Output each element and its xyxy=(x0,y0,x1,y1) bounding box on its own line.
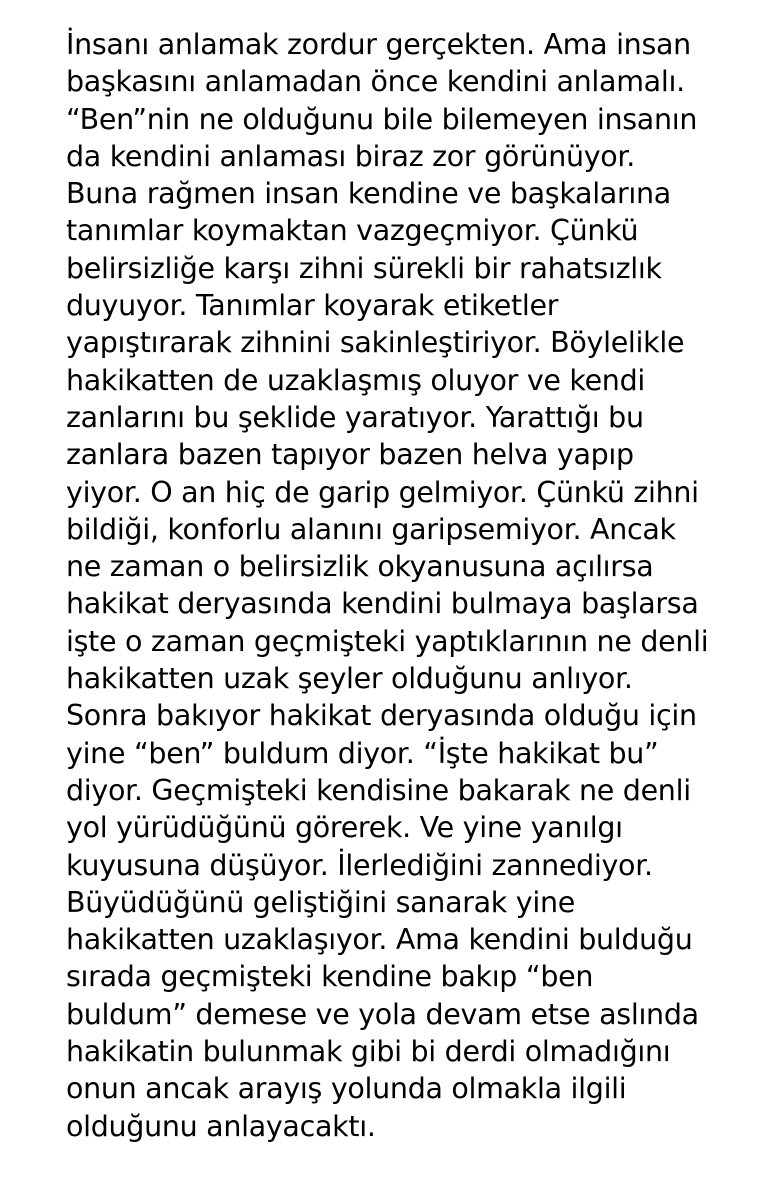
text-line: tanımlar koymaktan vazgeçmiyor. Çünkü xyxy=(66,214,639,248)
text-line: yine “ben” buldum diyor. “İşte hakikat bu” xyxy=(66,736,659,770)
text-line: kuyusuna düşüyor. İlerlediğini zannediyor. xyxy=(66,848,653,882)
text-line: hakikat deryasında kendini bulmaya başlarsa xyxy=(66,587,699,621)
text-line: diyor. Geçmişteki kendisine bakarak ne denli xyxy=(66,773,691,807)
text-line: zanlarını bu şeklide yaratıyor. Yarattığı bu xyxy=(66,400,644,434)
text-line: başkasını anlamadan önce kendini anlamalı. xyxy=(66,65,685,99)
text-line: İnsanı anlamak zordur gerçekten. Ama insan xyxy=(66,28,691,61)
text-line: Buna rağmen insan kendine ve başkalarına xyxy=(66,177,671,211)
text-line: zanlara bazen tapıyor bazen helva yapıp xyxy=(66,438,634,472)
text-line: onun ancak arayış yolunda olmakla ilgili xyxy=(66,1072,627,1106)
text-line: duyuyor. Tanımlar koyarak etiketler xyxy=(66,289,559,323)
text-line: bildiği, konforlu alanını garipsemiyor. Ancak xyxy=(66,512,676,546)
text-line: ne zaman o belirsizlik okyanusuna açılırsa xyxy=(66,550,654,584)
text-line: hakikatten de uzaklaşmış oluyor ve kendi xyxy=(66,363,645,397)
text-line: yiyor. O an hiç de garip gelmiyor. Çünkü zihni xyxy=(66,475,699,509)
text-line: belirsizliğe karşı zihni sürekli bir rahatsızlık xyxy=(66,251,662,285)
text-line: hakikatten uzak şeyler olduğunu anlıyor. xyxy=(66,662,633,696)
text-line: olduğunu anlayacaktı. xyxy=(66,1109,376,1143)
text-line: buldum” demese ve yola devam etse aslında xyxy=(66,997,699,1031)
note-text xyxy=(66,26,766,1145)
clipped-previous-line xyxy=(66,0,706,8)
text-line: “Ben”nin ne olduğunu bile bilemeyen insanın xyxy=(66,102,698,136)
text-line: işte o zaman geçmişteki yaptıklarının ne denli xyxy=(66,624,709,658)
text-line: da kendini anlaması biraz zor görünüyor. xyxy=(66,139,635,173)
text-line: hakikatten uzaklaşıyor. Ama kendini bulduğu xyxy=(66,923,693,957)
text-line: hakikatin bulunmak gibi bi derdi olmadığını xyxy=(66,1035,671,1069)
text-line: Büyüdüğünü geliştiğini sanarak yine xyxy=(66,885,575,919)
text-line: yapıştırarak zihnini sakinleştiriyor. Böylelikle xyxy=(66,326,685,360)
text-line: sırada geçmişteki kendine bakıp “ben xyxy=(66,960,594,994)
text-line: Sonra bakıyor hakikat deryasında olduğu için xyxy=(66,699,697,733)
text-line: yol yürüdüğünü görerek. Ve yine yanılgı xyxy=(66,811,623,845)
